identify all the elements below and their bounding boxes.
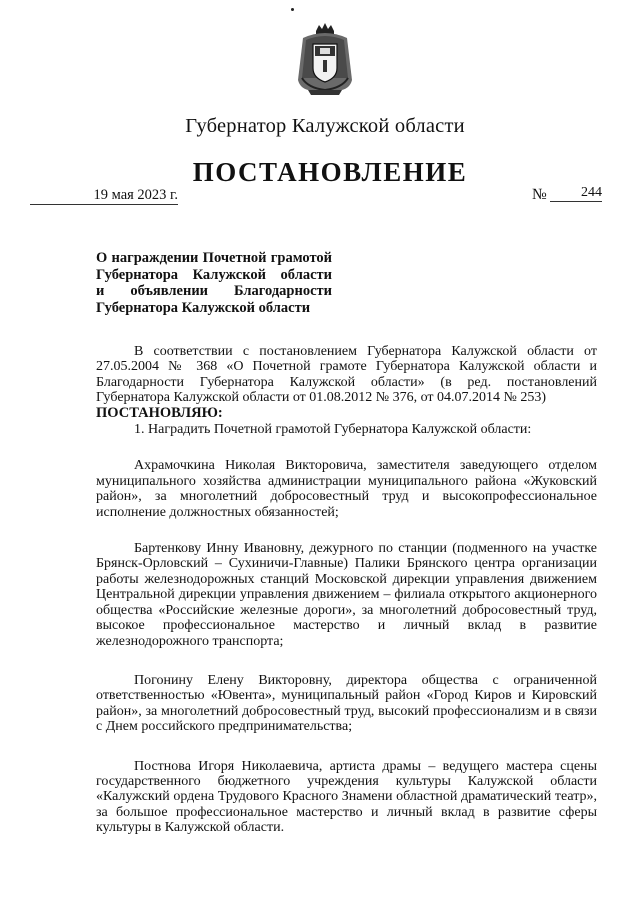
scan-dot (291, 8, 294, 11)
org-title: Губернатор Калужской области (185, 115, 465, 137)
subject-line: Губернатора Калужской области (96, 299, 311, 316)
preamble-paragraph: В соответствии с постановлением Губернатора Калужской области от 27.05.2004 № 368 «О Почетной грамоте Губернатора Калужской области и Благодарности Губернатора Калужской области» (в ред. постановлений Губернатора Калужской области от 01.08.2012 № 376, от 04.07.2014 № 253) (96, 344, 597, 406)
subject-line: Губернатора Калужской области (96, 266, 332, 283)
document-date: 19 мая 2023 г. (30, 187, 178, 205)
coat-of-arms-emblem (294, 22, 356, 98)
subject-line: О награждении Почетной грамотой (96, 250, 332, 266)
document-number: 244 (550, 184, 602, 202)
document-type: ПОСТАНОВЛЕНИЕ (192, 157, 468, 187)
awardee-paragraph: Ахрамочкина Николая Викторовича, заместителя заведующего отделом муниципального хозяйства администрации муниципального района «Жуковский район», за многолетний добросовестный труд и высокопрофессиональное исполнение должностных обязанностей; (96, 458, 597, 520)
document-body (96, 344, 597, 836)
awardee-paragraph: Постнова Игоря Николаевича, артиста драмы – ведущего мастера сцены государственного бюджетного учреждения культуры Калужской области «Калужский ордена Трудового Красного Знамени областной драматический театр», за большое профессиональное мастерство и личный вклад в развитие сферы культуры в Калужской области. (96, 758, 597, 836)
awardee-paragraph: Бартенкову Инну Ивановну, дежурного по станции (подменного на участке Брянск-Орловский – Сухиничи-Главные) Палики Брянского центра организации работы железнодорожных станций Московской дирекции управления движением Центральной дирекции управления движением – филиала открытого акционерного общества «Российские железные дороги», за многолетний добросовестный труд, высокое профессиональное мастерство и личный вклад в развитие железнодорожного транспорта; (96, 541, 597, 649)
subject-heading (96, 250, 332, 316)
decree-word: ПОСТАНОВЛЯЮ: (96, 404, 223, 421)
subject-line: и объявлении Благодарности (96, 283, 332, 299)
awardee-paragraph: Погонину Елену Викторовну, директора общества с ограниченной ответственностью «Ювента», муниципальный район «Город Киров и Кировский район», за многолетний добросовестный труд, высокий профессионализм и в связи с Днем российского предпринимательства; (96, 672, 597, 735)
number-sign: № (532, 186, 547, 203)
item-1-paragraph: 1. Наградить Почетной грамотой Губернатора Калужской области: (134, 422, 532, 438)
